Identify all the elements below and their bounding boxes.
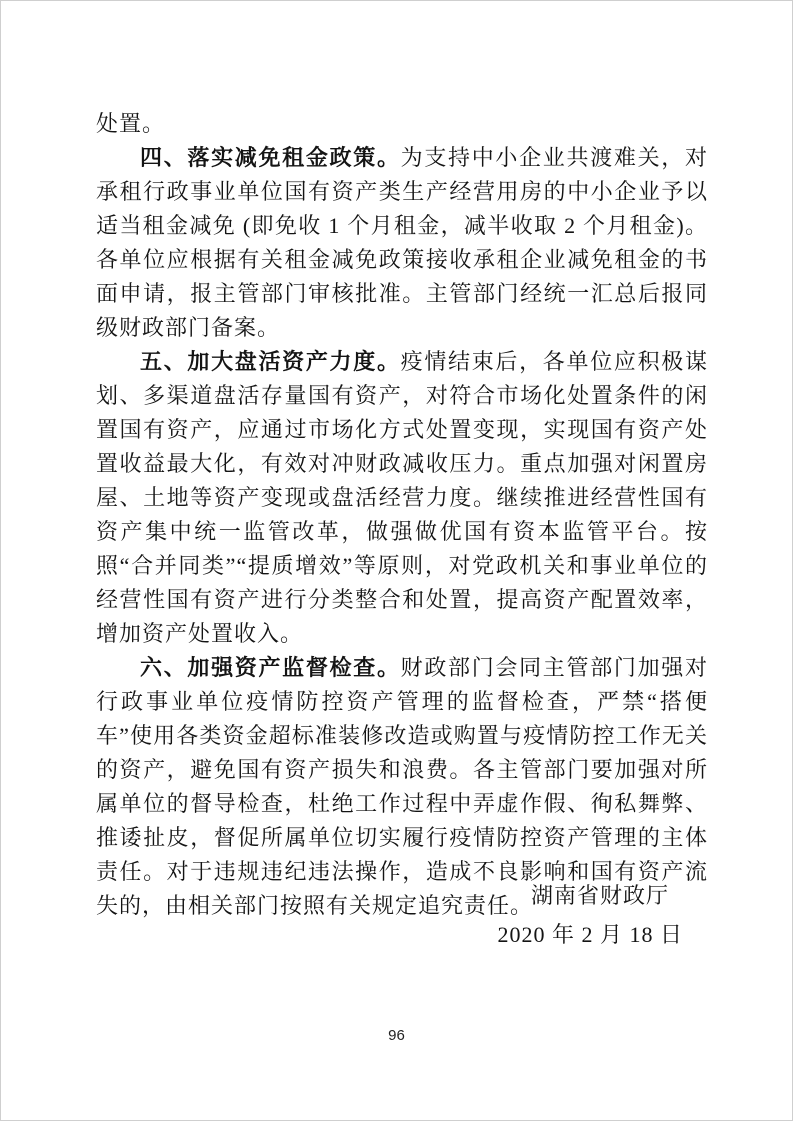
section-4-heading: 四、落实减免租金政策。 <box>140 145 401 170</box>
section-5-body-text: 疫情结束后，各单位应积极谋划、多渠道盘活存量国有资产，对符合市场化处置条件的闲置国有资产，应通过市场化方式处置变现，实现国有资产处置收益最大化，有效对冲财政减收压力。重点加强对闲置房屋、土地等资产变现或盘活经营力度。继续推进经营性国有资产集中统一监管改革，做强做优国有资本监管平台。按照“合并同类”“提质增效”等原则，对党政机关和事业单位的经营性国有资产进行分类整合和处置，提高资产配置效率，增加资产处置收入。 <box>96 349 708 646</box>
section-6-body-text: 财政部门会同主管部门加强对行政事业单位疫情防控资产管理的监督检查，严禁“搭便车”使用各类资金超标准装修改造或购置与疫情防控工作无关的资产，避免国有资产损失和浪费。各主管部门要加强对所属单位的督导检查，杜绝工作过程中弄虚作假、徇私舞弊、推诿扯皮，督促所属单位切实履行疫情防控资产管理的主体责任。对于违规违纪违法操作，造成不良影响和国有资产流失的，由相关部门按照有关规定追究责任。 <box>96 655 708 918</box>
section-5-heading: 五、加大盘活资产力度。 <box>140 349 401 374</box>
section-6-heading: 六、加强资产监督检查。 <box>140 655 401 680</box>
section-5-paragraph <box>96 345 708 651</box>
paragraph-continuation <box>96 107 708 141</box>
signature-organization: 湖南省财政厅 <box>530 883 669 908</box>
signature-date: 2020 年 2 月 18 日 <box>497 922 683 947</box>
paragraph-continuation-text: 处置。 <box>96 111 166 136</box>
section-4-body-text: 为支持中小企业共渡难关，对承租行政事业单位国有资产类生产经营用房的中小企业予以适当租金减免 (即免收 1 个月租金，减半收取 2 个月租金)。各单位应根据有关租金减免政策接收承租企业减免租金的书面申请，报主管部门审核批准。主管部门经统一汇总后报同级财政部门备案。 <box>96 145 708 340</box>
signature-block <box>1 877 792 955</box>
page-number: 96 <box>388 1027 405 1044</box>
section-4-paragraph <box>96 141 708 345</box>
document-body <box>96 107 708 923</box>
